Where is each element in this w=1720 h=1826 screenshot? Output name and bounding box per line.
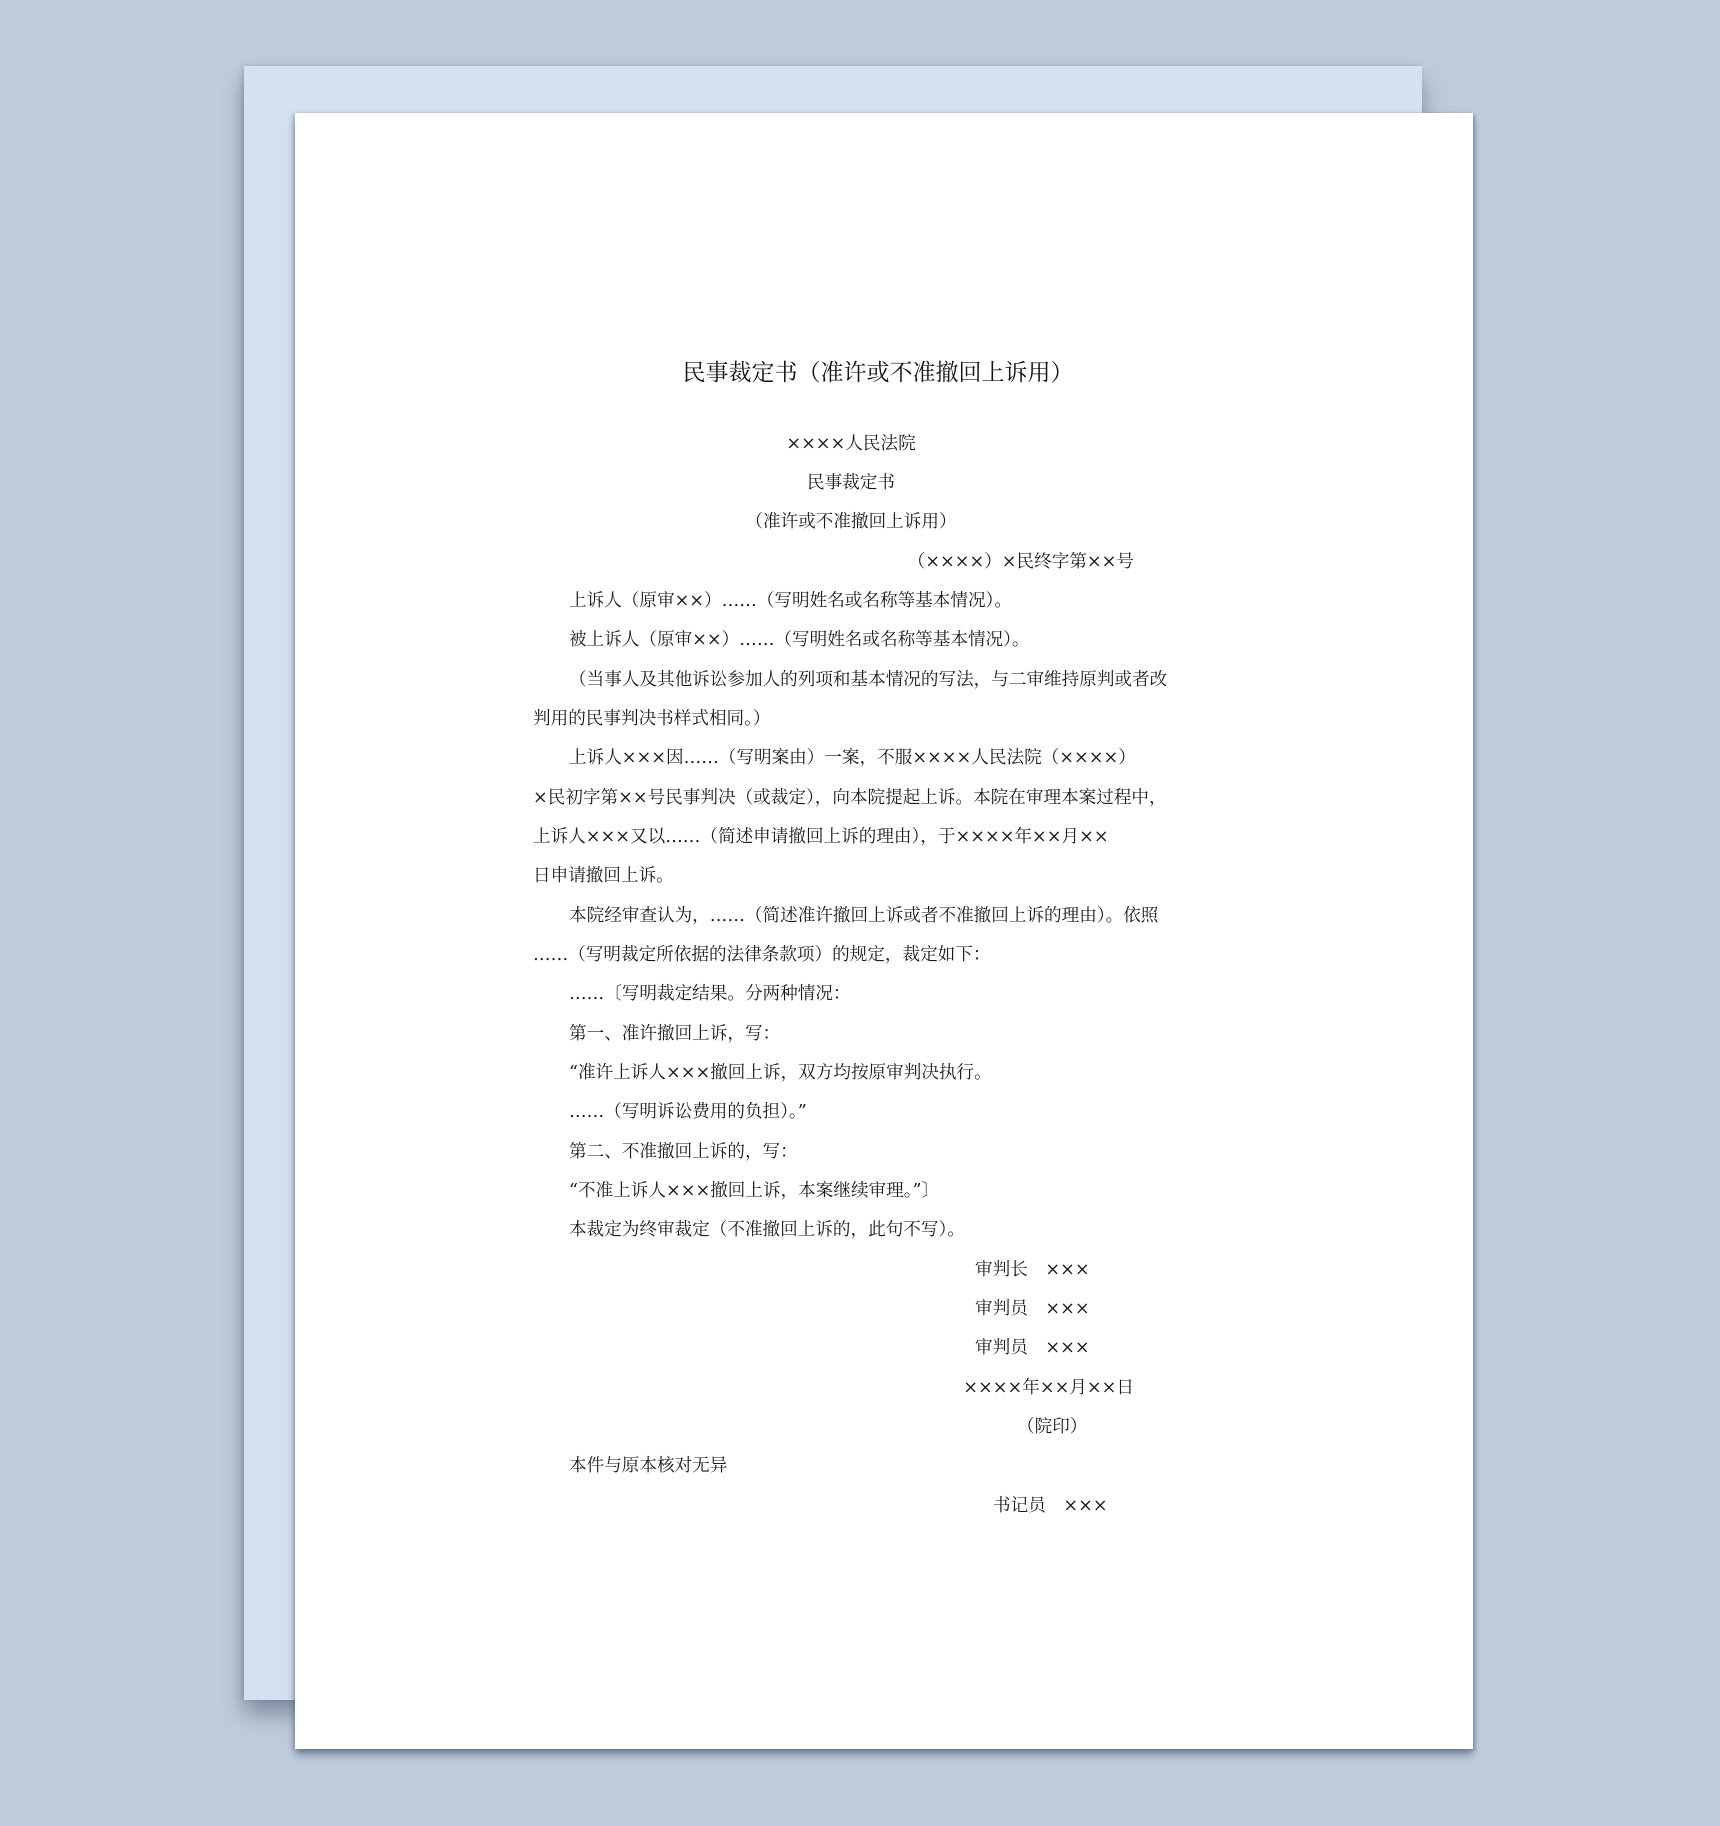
document-page — [295, 113, 1473, 1749]
body-line: （当事人及其他诉讼参加人的列项和基本情况的写法，与二审维持原判或者改 — [569, 670, 1168, 690]
body-line: “不准上诉人×××撤回上诉，本案继续审理。”〕 — [569, 1181, 940, 1201]
signature-date: ××××年××月××日 — [963, 1378, 1134, 1398]
case-number: （××××）×民终字第××号 — [907, 552, 1134, 572]
body-line: ……〔写明裁定结果。分两种情况： — [569, 984, 851, 1004]
clerk-signature: 书记员 ××× — [993, 1496, 1108, 1516]
body-line: 上诉人（原审××）……（写明姓名或名称等基本情况）。 — [569, 591, 1012, 611]
body-line: 上诉人×××因……（写明案由）一案，不服××××人民法院（××××） — [569, 748, 1136, 768]
body-line: 本院经审查认为，……（简述准许撤回上诉或者不准撤回上诉的理由）。依照 — [569, 906, 1159, 926]
court-seal: （院印） — [1017, 1417, 1088, 1437]
document-usage: （准许或不准撤回上诉用） — [745, 512, 957, 532]
body-line: 第一、准许撤回上诉，写： — [569, 1024, 781, 1044]
body-line: ……（写明裁定所依据的法律条款项）的规定，裁定如下： — [533, 945, 991, 965]
body-line: ……（写明诉讼费用的负担）。” — [569, 1102, 807, 1122]
signature-judge: 审判员 ××× — [975, 1299, 1090, 1319]
body-line: 被上诉人（原审××）……（写明姓名或名称等基本情况）。 — [569, 630, 1030, 650]
body-line: 日申请撤回上诉。 — [533, 866, 674, 886]
body-line: 第二、不准撤回上诉的，写： — [569, 1142, 798, 1162]
signature-chief-judge: 审判长 ××× — [975, 1260, 1090, 1280]
body-line: 上诉人×××又以……（简述申请撤回上诉的理由），于××××年××月×× — [533, 827, 1109, 847]
verification-note: 本件与原本核对无异 — [569, 1456, 728, 1476]
signature-judge: 审判员 ××× — [975, 1338, 1090, 1358]
court-name: ××××人民法院 — [786, 434, 916, 454]
body-line: “准许上诉人×××撤回上诉，双方均按原审判决执行。 — [569, 1063, 992, 1083]
body-line: 判用的民事判决书样式相同。） — [533, 709, 771, 729]
body-line: ×民初字第××号民事判决（或裁定），向本院提起上诉。本院在审理本案过程中， — [533, 788, 1167, 808]
document-type: 民事裁定书 — [807, 473, 895, 493]
document-title: 民事裁定书（准许或不准撤回上诉用） — [682, 360, 1074, 386]
body-line: 本裁定为终审裁定（不准撤回上诉的，此句不写）。 — [569, 1220, 965, 1240]
